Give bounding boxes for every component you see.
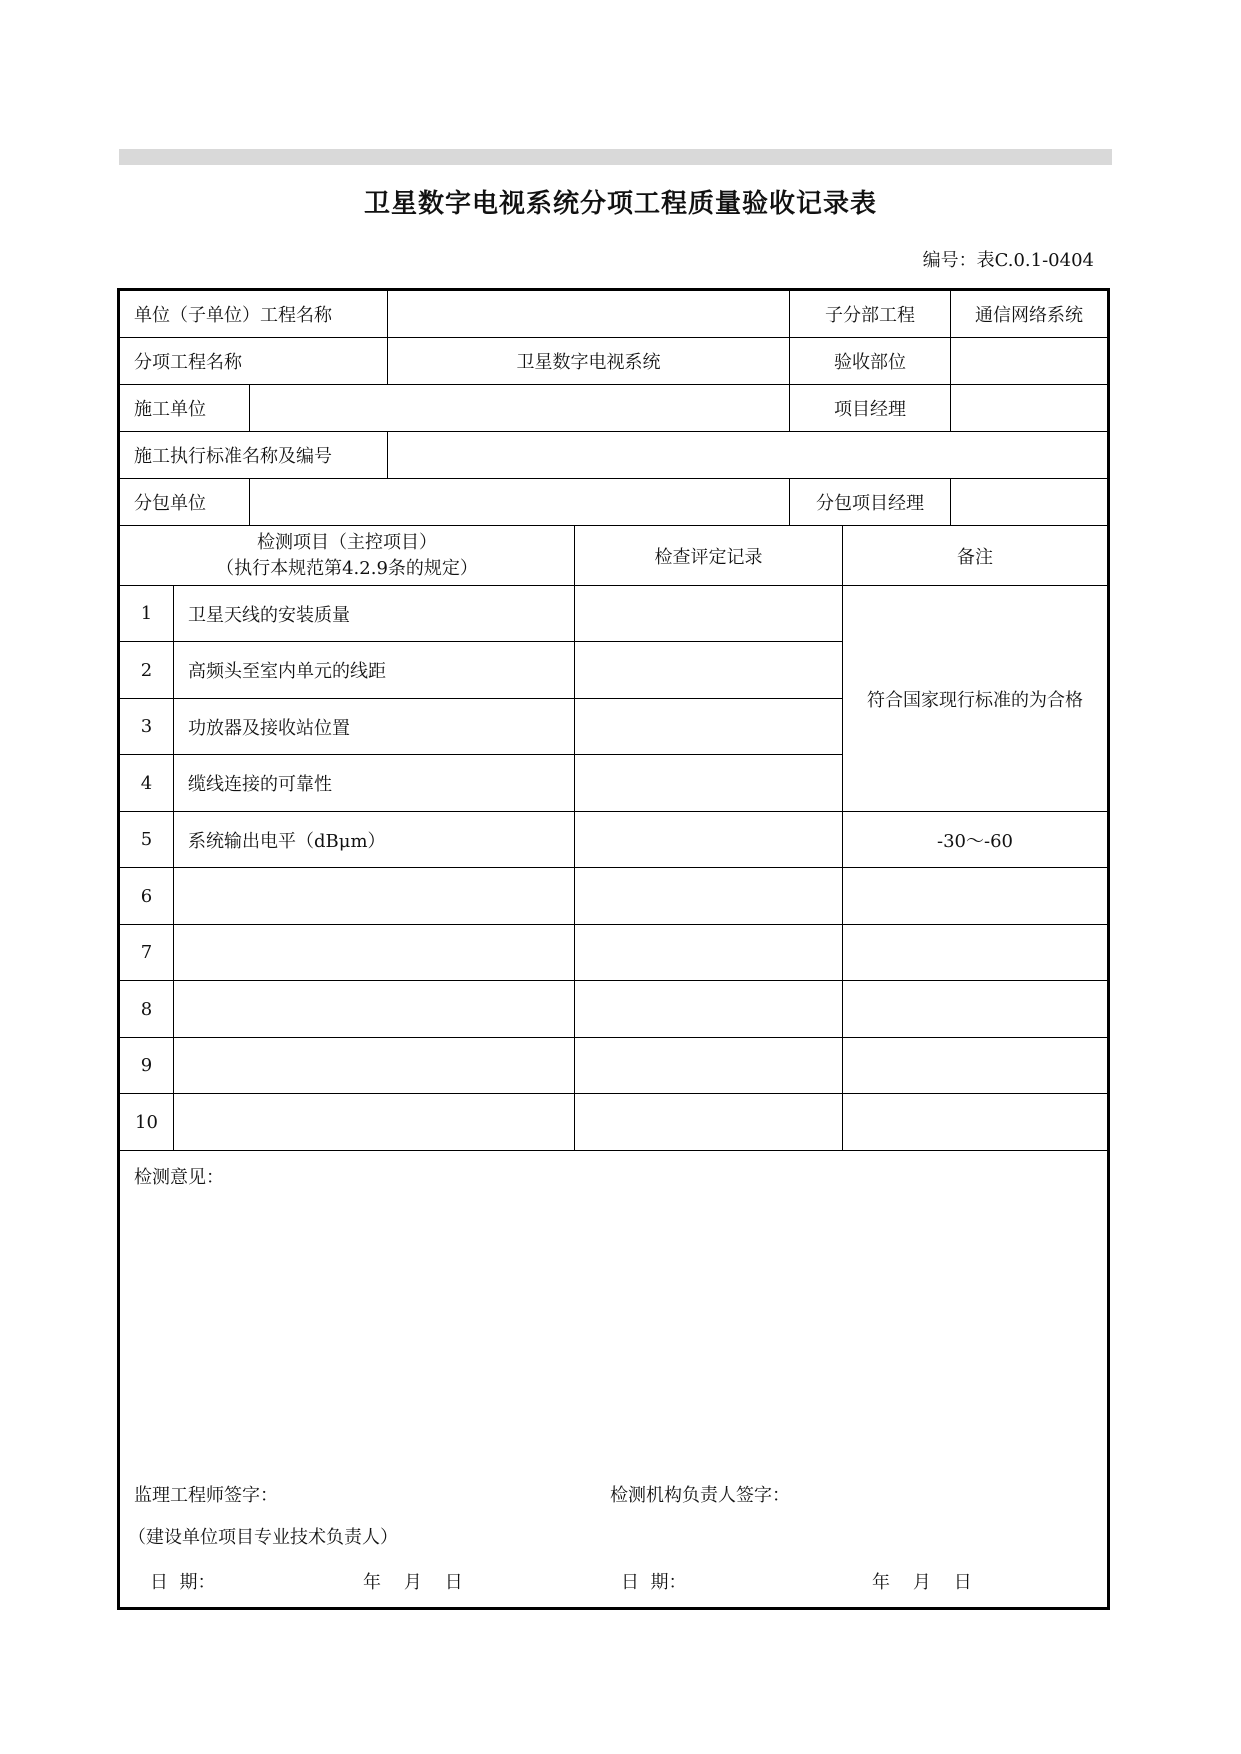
row-number: 1 [120, 585, 173, 641]
construction-unit-field[interactable] [249, 384, 789, 431]
sub-division-label: 子分部工程 [789, 291, 950, 337]
row-item: 缆线连接的可靠性 [173, 754, 574, 811]
col-header-item [120, 525, 574, 585]
row-record-field[interactable] [574, 698, 842, 754]
col-header-record: 检查评定记录 [574, 525, 842, 585]
row-item-field[interactable] [173, 980, 574, 1037]
subcontract-manager-label: 分包项目经理 [789, 478, 950, 525]
construction-unit-label: 施工单位 [120, 384, 249, 431]
item-project-field[interactable]: 卫星数字电视系统 [387, 337, 789, 384]
project-manager-label: 项目经理 [789, 384, 950, 431]
col-header-remark: 备注 [842, 525, 1107, 585]
row-number: 2 [120, 641, 173, 698]
project-manager-field[interactable] [950, 384, 1107, 431]
opinion-label: 检测意见： [134, 1167, 224, 1188]
row-item-field[interactable] [173, 1093, 574, 1150]
row-number: 6 [120, 867, 173, 924]
row-record-field[interactable] [574, 867, 842, 924]
row-number: 7 [120, 924, 173, 980]
col-header-item-line1: 检测项目（主控项目） [257, 531, 437, 553]
row-item-field[interactable] [173, 1037, 574, 1093]
acceptance-part-field[interactable] [950, 337, 1107, 384]
supervisor-signature-label: 监理工程师签字： [134, 1485, 278, 1506]
subcontract-manager-field[interactable] [950, 478, 1107, 525]
row-number: 9 [120, 1037, 173, 1093]
row-number: 4 [120, 754, 173, 811]
top-gray-bar [119, 149, 1112, 165]
date-label-left: 日 期： [150, 1572, 216, 1593]
standard-field[interactable] [387, 431, 1107, 478]
inspection-form [117, 288, 1110, 1610]
subcontract-unit-label: 分包单位 [120, 478, 249, 525]
row-remark: -30～-60 [842, 811, 1107, 867]
form-code: 编号：表C.0.1-0404 [922, 250, 1094, 271]
row-item: 系统输出电平（dBμm） [173, 811, 574, 867]
sub-division-field[interactable]: 通信网络系统 [950, 291, 1107, 337]
row-remark-field[interactable] [842, 980, 1107, 1037]
row-number: 3 [120, 698, 173, 754]
row-number: 5 [120, 811, 173, 867]
subcontract-unit-field[interactable] [249, 478, 789, 525]
row-item: 卫星天线的安装质量 [173, 585, 574, 641]
page-title: 卫星数字电视系统分项工程质量验收记录表 [363, 189, 877, 219]
date-label-right: 日 期： [621, 1572, 687, 1593]
row-remark-field[interactable] [842, 1037, 1107, 1093]
row-record-field[interactable] [574, 924, 842, 980]
row-record-field[interactable] [574, 811, 842, 867]
row-remark-field[interactable] [842, 1093, 1107, 1150]
row-item: 功放器及接收站位置 [173, 698, 574, 754]
date-ymd-right: 年 月 日 [872, 1572, 972, 1593]
item-project-label: 分项工程名称 [120, 337, 387, 384]
row-record-field[interactable] [574, 980, 842, 1037]
row-record-field[interactable] [574, 754, 842, 811]
row-item-field[interactable] [173, 867, 574, 924]
row-number: 10 [120, 1093, 173, 1150]
date-ymd-left: 年 月 日 [363, 1572, 463, 1593]
agency-signature-label: 检测机构负责人签字： [610, 1485, 790, 1506]
row-remark-field[interactable] [842, 867, 1107, 924]
row-number: 8 [120, 980, 173, 1037]
standard-label: 施工执行标准名称及编号 [120, 431, 387, 478]
row-item-field[interactable] [173, 924, 574, 980]
row-remark-field[interactable] [842, 924, 1107, 980]
row-record-field[interactable] [574, 585, 842, 641]
col-header-item-line2: （执行本规范第4.2.9条的规定） [216, 557, 478, 579]
unit-project-label: 单位（子单位）工程名称 [134, 305, 332, 326]
owner-note: （建设单位项目专业技术负责人） [128, 1527, 398, 1548]
row-item: 高频头至室内单元的线距 [173, 641, 574, 698]
row-record-field[interactable] [574, 1037, 842, 1093]
row-record-field[interactable] [574, 641, 842, 698]
row-record-field[interactable] [574, 1093, 842, 1150]
unit-project-field[interactable] [387, 291, 789, 337]
acceptance-part-label: 验收部位 [789, 337, 950, 384]
merged-remark: 符合国家现行标准的为合格 [842, 585, 1107, 811]
